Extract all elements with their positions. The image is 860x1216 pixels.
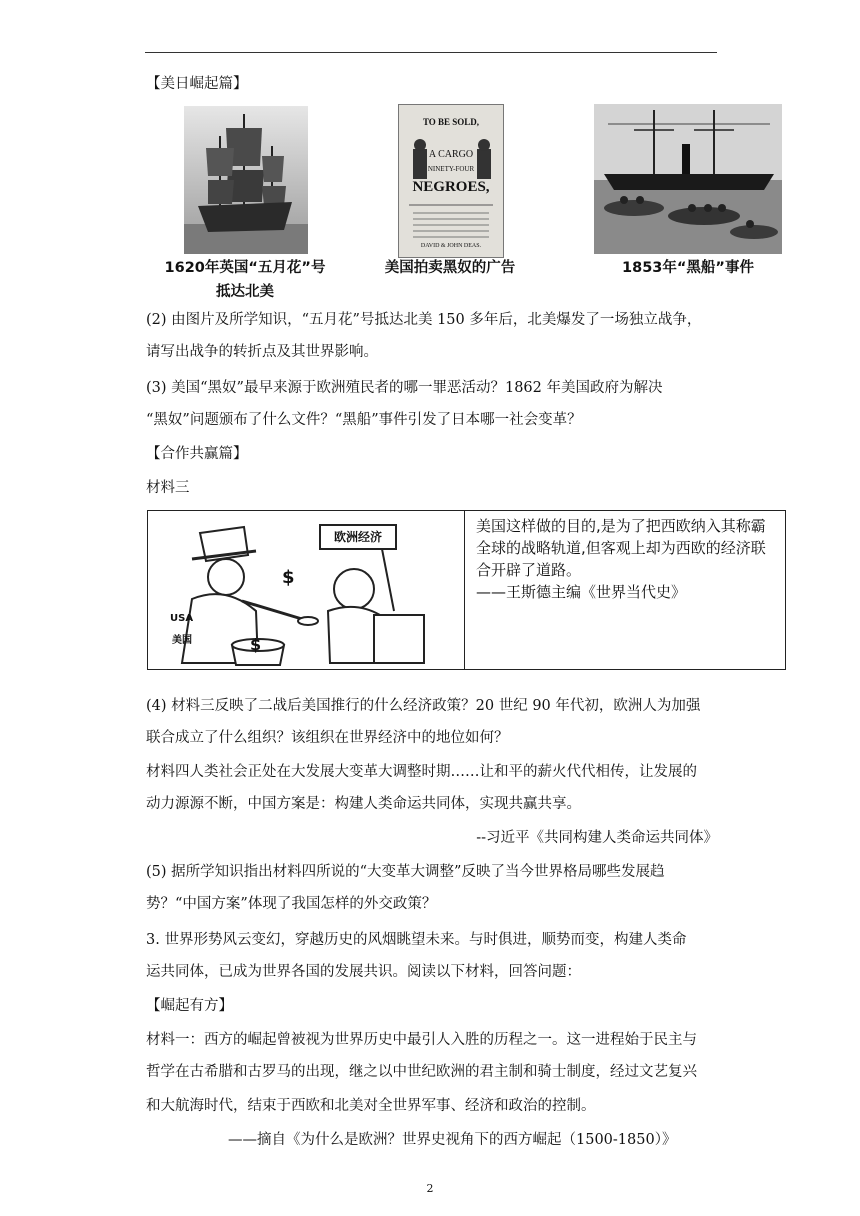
material-3-label: 材料三 <box>146 480 190 496</box>
marshall-plan-cartoon <box>152 515 462 667</box>
question-5-line1: (5) 据所学知识指出材料四所说的“大变革大调整”反映了当今世界格局哪些发展趋 <box>146 864 665 880</box>
material-3-quote-text: 美国这样做的目的,是为了把西欧纳入其称霸全球的战略轨道,但客观上却为西欧的经济联合开辟了道路。 <box>476 517 766 579</box>
table-divider <box>464 511 465 669</box>
figure-caption-mayflower-line2: 抵达北美 <box>216 284 274 300</box>
material-3-quote <box>476 515 780 603</box>
section-heading-cooperation: 【合作共赢篇】 <box>146 446 248 462</box>
figure-caption-slave-ad: 美国拍卖黑奴的广告 <box>384 260 516 276</box>
material-4-line1: 材料四人类社会正处在大发展大变革大调整时期……让和平的薪火代代相传，让发展的 <box>146 764 697 780</box>
header-rule <box>145 52 717 53</box>
question-3-line1: (3) 美国“黑奴”最早来源于欧洲殖民者的哪一罪恶活动？1862 年美国政府为解决 <box>146 380 663 396</box>
question-2-line1: (2) 由图片及所学知识，“五月花”号抵达北美 150 多年后，北美爆发了一场独立战争， <box>146 312 702 328</box>
material-1-line2: 哲学在古希腊和古罗马的出现，继之以中世纪欧洲的君主制和骑士制度，经过文艺复兴 <box>146 1064 697 1080</box>
ad-text-to-be-sold: TO BE SOLD, <box>422 117 480 127</box>
material-1-line3: 和大航海时代，结束于西欧和北美对全世界军事、经济和政治的控制。 <box>146 1098 596 1114</box>
cartoon-usa-label: USA <box>170 613 194 624</box>
material-1-source: ——摘自《为什么是欧洲？世界史视角下的西方崛起（1500-1850）》 <box>228 1132 677 1148</box>
question-4-line2: 联合成立了什么组织？该组织在世界经济中的地位如何？ <box>146 730 509 746</box>
cartoon-dollar-sign-pot: $ <box>250 635 262 654</box>
section-heading-rise: 【美日崛起篇】 <box>146 76 248 92</box>
figure-caption-mayflower: 1620年英国“五月花”号 <box>164 260 326 276</box>
question-2-line2: 请写出战争的转折点及其世界影响。 <box>146 344 378 360</box>
slave-auction-ad-image <box>398 104 504 258</box>
question-3-main-line2: 运共同体，已成为世界各国的发展共识。阅读以下材料，回答问题： <box>146 964 581 980</box>
material-3-table <box>147 510 786 670</box>
question-3-main-line1: 3. 世界形势风云变幻，穿越历史的风烟眺望未来。与时俱进，顺势而变，构建人类命 <box>146 932 687 948</box>
cartoon-us-label: 美国 <box>172 635 192 646</box>
material-4-source: --习近平《共同构建人类命运共同体》 <box>476 830 718 846</box>
cartoon-sign-label: 欧洲经济 <box>333 530 382 544</box>
question-3-line2: “黑奴”问题颁布了什么文件？“黑船”事件引发了日本哪一社会变革？ <box>146 412 582 428</box>
ad-text-a-cargo: A CARGO <box>428 149 474 160</box>
material-1-line1: 材料一：西方的崛起曾被视为世界历史中最引人入胜的历程之一。这一进程始于民主与 <box>146 1032 697 1048</box>
material-4-line2: 动力源源不断，中国方案是：构建人类命运共同体，实现共赢共享。 <box>146 796 581 812</box>
cartoon-dollar-sign: $ <box>282 567 295 588</box>
question-5-line2: 势？“中国方案”体现了我国怎样的外交政策？ <box>146 896 437 912</box>
black-ships-image <box>594 104 782 254</box>
material-3-quote-source: ——王斯德主编《世界当代史》 <box>476 583 687 601</box>
ad-text-negroes: NEGROES, <box>412 179 490 195</box>
ad-text-ninety-four: NINETY-FOUR <box>427 165 475 173</box>
section-heading-rise-way: 【崛起有方】 <box>146 998 233 1014</box>
page-number: 2 <box>426 1182 434 1195</box>
mayflower-image <box>184 106 308 254</box>
question-4-line1: (4) 材料三反映了二战后美国推行的什么经济政策？20 世纪 90 年代初，欧洲人为加强 <box>146 698 701 714</box>
ad-text-sellers: DAVID & JOHN DEAS. <box>420 243 482 249</box>
figure-caption-black-ships: 1853年“黑船”事件 <box>622 260 754 276</box>
